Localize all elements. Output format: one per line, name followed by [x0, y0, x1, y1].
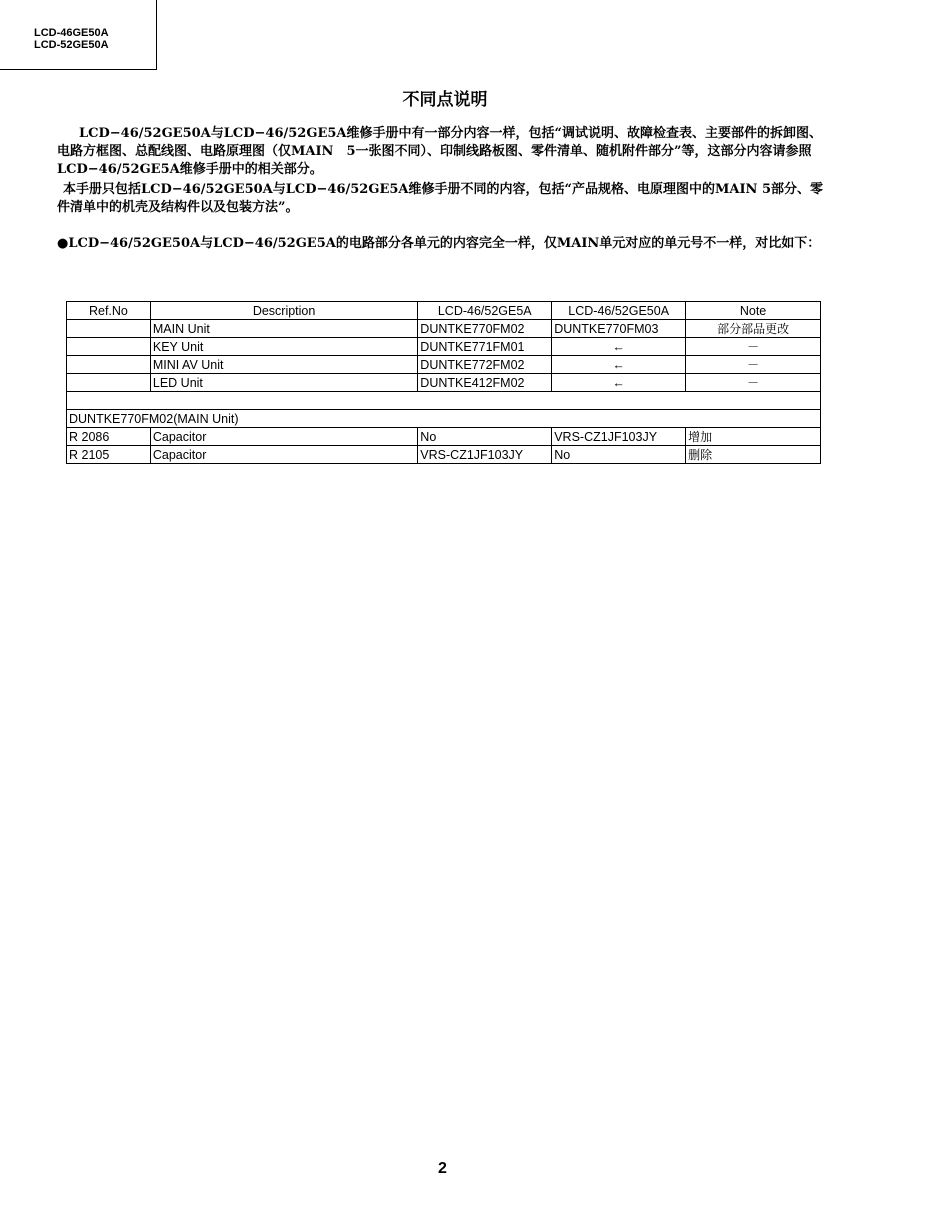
header-ref-no: Ref.No: [67, 302, 151, 320]
model-name-2: LCD-52GE50A: [34, 39, 109, 51]
cell-ge50a: ←: [552, 338, 686, 356]
cell-ge50a: DUNTKE770FM03: [552, 320, 686, 338]
scope-paragraph: 本手册只包括LCD−46/52GE50A与LCD−46/52GE5A维修手册不同的内容，包括“产品规格、电原理图中的MAIN 5部分、零件清单中的机壳及结构件以及包装方法”。: [57, 182, 823, 215]
cell-desc: Capacitor: [150, 446, 417, 464]
table-row: [67, 446, 821, 464]
table-row: [67, 320, 821, 338]
unit-comparison-table: [66, 301, 821, 464]
cell-ge50a: No: [552, 446, 686, 464]
cell-note: －: [686, 356, 821, 374]
spacer-cell: [67, 392, 821, 410]
cell-ref: [67, 320, 151, 338]
model-header-box: [0, 0, 157, 70]
page-number: 2: [438, 1160, 447, 1177]
cell-ref: R 2105: [67, 446, 151, 464]
table-section-row: [67, 410, 821, 428]
cell-ge5a: DUNTKE770FM02: [418, 320, 552, 338]
table-row: [67, 374, 821, 392]
cell-ge50a: VRS-CZ1JF103JY: [552, 428, 686, 446]
cell-desc: LED Unit: [150, 374, 417, 392]
cell-ge50a: ←: [552, 374, 686, 392]
cell-ge5a: DUNTKE771FM01: [418, 338, 552, 356]
model-name-1: LCD-46GE50A: [34, 27, 109, 39]
cell-ref: R 2086: [67, 428, 151, 446]
cell-ref: [67, 374, 151, 392]
table-row: [67, 338, 821, 356]
cell-ge5a: DUNTKE772FM02: [418, 356, 552, 374]
table-header-row: [67, 302, 821, 320]
cell-ge5a: No: [418, 428, 552, 446]
comparison-paragraph: ●LCD−46/52GE50A与LCD−46/52GE5A的电路部分各单元的内容完全一样，仅MAIN单元对应的单元号不一样，对比如下：: [57, 236, 821, 251]
table-row: [67, 356, 821, 374]
cell-ge50a: ←: [552, 356, 686, 374]
cell-desc: Capacitor: [150, 428, 417, 446]
cell-ge5a: DUNTKE412FM02: [418, 374, 552, 392]
intro-paragraph: LCD−46/52GE50A与LCD−46/52GE5A维修手册中有一部分内容一样，包括“调试说明、故障检查表、主要部件的拆卸图、电路方框图、总配线图、电路原理图（仅MAIN 5一张图不同）、印制线路板图、零件清单、随机附件部分”等，这部分内容请参照LCD−46/52GE5A维修手册中的相关部分。: [57, 126, 822, 177]
page-title: 不同点说明: [402, 90, 488, 110]
cell-desc: MINI AV Unit: [150, 356, 417, 374]
header-lcd-ge5a: LCD-46/52GE5A: [418, 302, 552, 320]
section-label: DUNTKE770FM02(MAIN Unit): [67, 410, 821, 428]
cell-ge5a: VRS-CZ1JF103JY: [418, 446, 552, 464]
cell-note: －: [686, 374, 821, 392]
cell-note: 增加: [686, 428, 821, 446]
table-row: [67, 428, 821, 446]
cell-note: 删除: [686, 446, 821, 464]
header-note: Note: [686, 302, 821, 320]
table-spacer-row: [67, 392, 821, 410]
cell-ref: [67, 338, 151, 356]
header-lcd-ge50a: LCD-46/52GE50A: [552, 302, 686, 320]
header-description: Description: [150, 302, 417, 320]
cell-desc: KEY Unit: [150, 338, 417, 356]
cell-note: 部分部品更改: [686, 320, 821, 338]
cell-note: －: [686, 338, 821, 356]
cell-desc: MAIN Unit: [150, 320, 417, 338]
cell-ref: [67, 356, 151, 374]
